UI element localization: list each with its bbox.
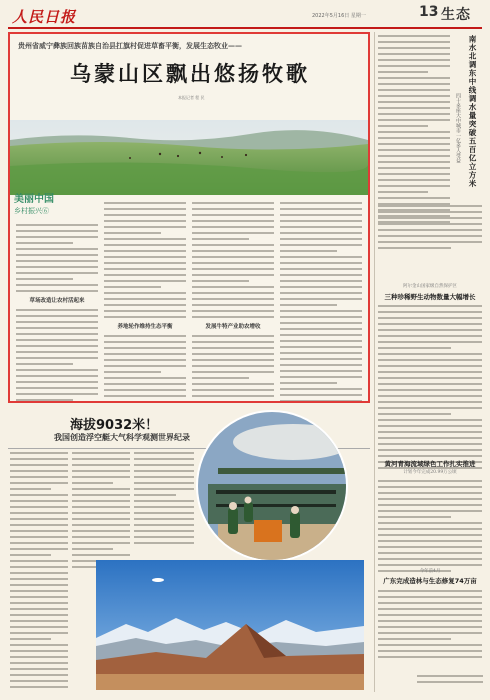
mid-right-headline[interactable]: 三种珍稀野生动物数量大幅增长 (384, 293, 476, 301)
masthead (0, 0, 490, 30)
rail-headline-block[interactable] (453, 33, 481, 233)
bottom-column-2 (72, 452, 130, 572)
column-divider (374, 32, 375, 692)
bottom-column-3 (134, 452, 194, 548)
grassland-photo (10, 120, 368, 195)
lower-right-kicker-2: 今年前4月 (419, 569, 441, 574)
lead-subhead-1: 草场改造让农村活起来 (29, 298, 85, 304)
newspaper-logo: 人民日报 (12, 8, 77, 26)
lead-column-3 (192, 202, 274, 403)
lower-right-headline-1[interactable]: 黄河青海流域绿色工作扎实推进 (384, 460, 476, 468)
lower-right-body-1 (378, 480, 482, 576)
tibet-mountains-photo (96, 560, 364, 690)
lower-right-sub-1: 计划今年完成20.99万公顷 (403, 470, 457, 475)
mid-right-kicker: 阿尔金山国家级自然保护区 (403, 284, 457, 289)
lead-article[interactable] (8, 32, 370, 403)
lead-kicker: 贵州省威宁彝族回族苗族自治县扛旗村促进草畜平衡，发展生态牧业—— (18, 41, 242, 50)
series-main: 美丽中国 (14, 194, 54, 205)
bottom-column-1 (10, 452, 68, 692)
publication-date: 2022年5月16日 星期一 (312, 13, 366, 19)
rail-subheadline: 四十多座大中城市一亿多人受益 (455, 93, 461, 163)
series-sub: 乡村振兴⑥ (14, 207, 49, 215)
lead-column-1 (16, 224, 98, 403)
masthead-rule (8, 27, 482, 29)
lead-subhead-2: 养地轮作维持生态平衡 (117, 324, 173, 330)
mid-right-body (378, 305, 482, 473)
lower-right-headline-2[interactable]: 广东完成造林与生态修复74万亩 (383, 577, 477, 585)
bottom-headline[interactable]: 海拔9032米！ (70, 418, 159, 433)
section-name: 生态 (441, 7, 471, 23)
lead-subhead-3: 发展牛特产业助农增收 (205, 324, 261, 330)
page-number: 13 (419, 4, 439, 20)
bottom-subheadline: 我国创造浮空艇大气科学观测世界纪录 (54, 433, 190, 442)
lead-column-2 (104, 202, 186, 403)
rail-headline: 南水北调东中线调水量突破五百亿立方米 (468, 35, 477, 188)
rail-article-body (378, 35, 450, 227)
rail-continued-body (378, 205, 482, 253)
series-tag (14, 190, 78, 220)
airship-crew-photo (196, 410, 348, 562)
lead-byline: 本报记者 程 民 (178, 95, 205, 100)
lead-headline: 乌蒙山区飘出悠扬牧歌 (70, 62, 310, 86)
lower-right-body-2 (378, 590, 482, 662)
lead-column-4 (280, 202, 362, 403)
footer-credits (373, 675, 483, 687)
